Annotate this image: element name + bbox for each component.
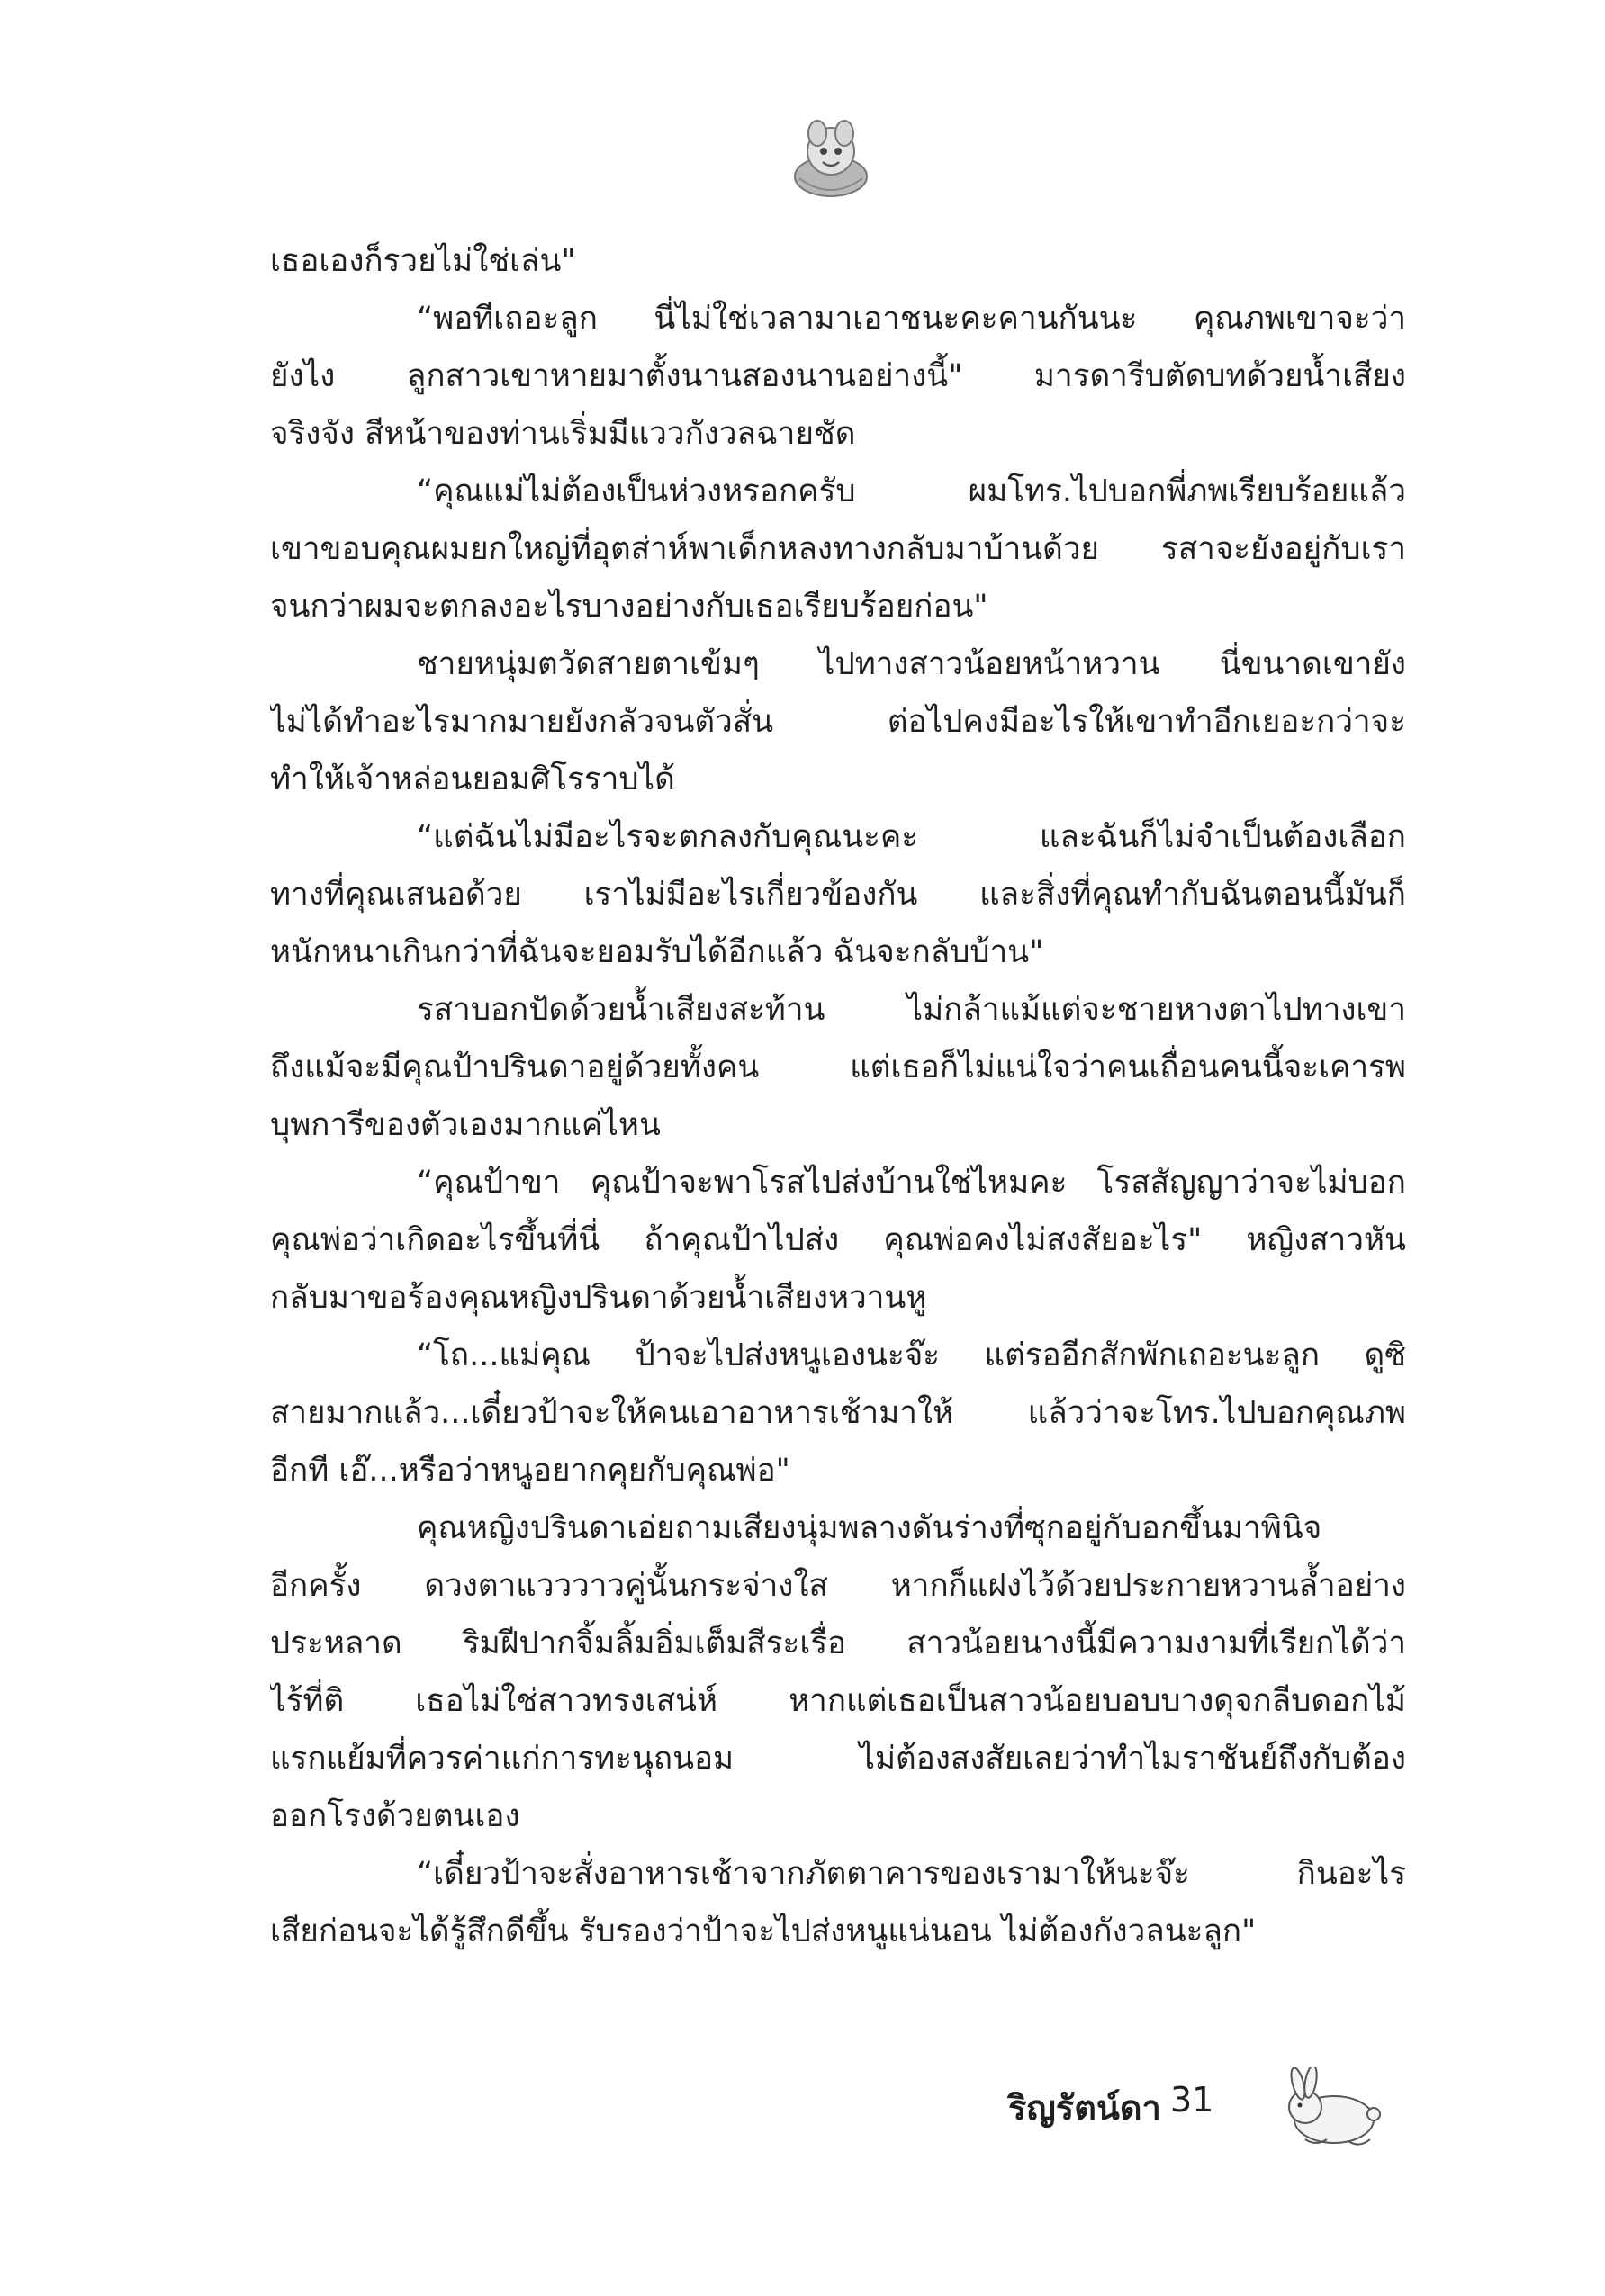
- text-line: เสียก่อนจะได้รู้สึกดีขึ้น รับรองว่าป้าจะไปส่งหนูแน่นอน ไม่ต้องกังวลนะลูก": [270, 1913, 1257, 1949]
- text-line: จนกว่าผมจะตกลงอะไรบางอย่างกับเธอเรียบร้อยก่อน": [270, 589, 988, 625]
- text-line: หนักหนาเกินกว่าที่ฉันจะยอมรับได้อีกแล้ว ฉันจะกลับบ้าน": [270, 934, 1044, 970]
- text-line: “โถ...แม่คุณ ป้าจะไปส่งหนูเองนะจ๊ะ แต่รออีกสักพักเถอะนะลูก ดูซิ: [417, 1337, 1406, 1373]
- rabbit-icon: [1269, 2067, 1395, 2153]
- text-line: ทำให้เจ้าหล่อนยอมศิโรราบได้: [270, 761, 675, 797]
- book-title: ริญรัตน์ดา: [1008, 2088, 1161, 2128]
- text-line: จริงจัง สีหน้าของท่านเริ่มมีแววกังวลฉายชัด: [270, 416, 856, 452]
- text-line: “คุณป้าขา คุณป้าจะพาโรสไปส่งบ้านใช่ไหมคะ โรสสัญญาว่าจะไม่บอก: [417, 1165, 1406, 1201]
- text-line: รสาบอกปัดด้วยน้ำเสียงสะท้าน ไม่กล้าแม้แต่จะชายหางตาไปทางเขา: [417, 992, 1406, 1028]
- text-line: เขาขอบคุณผมยกใหญ่ที่อุตส่าห์พาเด็กหลงทางกลับมาบ้านด้วย รสาจะยังอยู่กับเรา: [270, 531, 1406, 567]
- page-footer: [1008, 2067, 1386, 2166]
- text-line: เธอเองก็รวยไม่ใช่เล่น": [270, 243, 576, 279]
- text-line: “เดี๋ยวป้าจะสั่งอาหารเช้าจากภัตตาคารของเรามาให้นะจ๊ะ กินอะไร: [417, 1856, 1406, 1892]
- text-line: ไร้ที่ติ เธอไม่ใช่สาวทรงเสน่ห์ หากแต่เธอเป็นสาวน้อยบอบบางดุจกลีบดอกไม้: [270, 1683, 1406, 1719]
- text-line: คุณพ่อว่าเกิดอะไรขึ้นที่นี่ ถ้าคุณป้าไปส่ง คุณพ่อคงไม่สงสัยอะไร" หญิงสาวหัน: [270, 1222, 1406, 1258]
- body-text: [270, 232, 1406, 1960]
- text-line: ไม่ได้ทำอะไรมากมายยังกลัวจนตัวสั่น ต่อไปคงมีอะไรให้เขาทำอีกเยอะกว่าจะ: [270, 704, 1406, 740]
- text-line: “แต่ฉันไม่มีอะไรจะตกลงกับคุณนะคะ และฉันก็ไม่จำเป็นต้องเลือก: [417, 819, 1406, 855]
- text-line: คุณหญิงปรินดาเอ่ยถามเสียงนุ่มพลางดันร่างที่ซุกอยู่กับอกขึ้นมาพินิจ: [417, 1510, 1322, 1546]
- text-line: ถึงแม้จะมีคุณป้าปรินดาอยู่ด้วยทั้งคน แต่เธอก็ไม่แน่ใจว่าคนเถื่อนคนนี้จะเคารพ: [270, 1049, 1406, 1085]
- cartoon-character-ornament-icon: [781, 113, 880, 203]
- text-line: ออกโรงด้วยตนเอง: [270, 1798, 520, 1834]
- text-line: ยังไง ลูกสาวเขาหายมาตั้งนานสองนานอย่างนี้" มารดารีบตัดบทด้วยน้ำเสียง: [270, 358, 1406, 394]
- text-line: อีกครั้ง ดวงตาแวววาวคู่นั้นกระจ่างใส หากก็แฝงไว้ด้วยประกายหวานล้ำอย่าง: [270, 1568, 1406, 1604]
- text-line: “คุณแม่ไม่ต้องเป็นห่วงหรอกครับ ผมโทร.ไปบอกพี่ภพเรียบร้อยแล้ว: [417, 473, 1406, 509]
- text-line: ชายหนุ่มตวัดสายตาเข้มๆ ไปทางสาวน้อยหน้าหวาน นี่ขนาดเขายัง: [417, 646, 1406, 682]
- text-line: แรกแย้มที่ควรค่าแก่การทะนุถนอม ไม่ต้องสงสัยเลยว่าทำไมราชันย์ถึงกับต้อง: [270, 1741, 1406, 1777]
- text-line: บุพการีของตัวเองมากแค่ไหน: [270, 1107, 661, 1143]
- text-line: สายมากแล้ว...เดี๋ยวป้าจะให้คนเอาอาหารเช้ามาให้ แล้วว่าจะโทร.ไปบอกคุณภพ: [270, 1395, 1406, 1431]
- text-line: กลับมาขอร้องคุณหญิงปรินดาด้วยน้ำเสียงหวานหู: [270, 1280, 927, 1316]
- text-line: อีกที เอ๊...หรือว่าหนูอยากคุยกับคุณพ่อ": [270, 1453, 790, 1489]
- text-line: “พอทีเถอะลูก นี่ไม่ใช่เวลามาเอาชนะคะคานกันนะ คุณภพเขาจะว่า: [417, 301, 1406, 337]
- text-line: ทางที่คุณเสนอด้วย เราไม่มีอะไรเกี่ยวข้องกัน และสิ่งที่คุณทำกับฉันตอนนี้มันก็: [270, 877, 1406, 913]
- text-line: ประหลาด ริมฝีปากจิ้มลิ้มอิ่มเต็มสีระเรื่อ สาวน้อยนางนี้มีความงามที่เรียกได้ว่า: [270, 1625, 1406, 1661]
- page-number: 31: [1170, 2080, 1214, 2120]
